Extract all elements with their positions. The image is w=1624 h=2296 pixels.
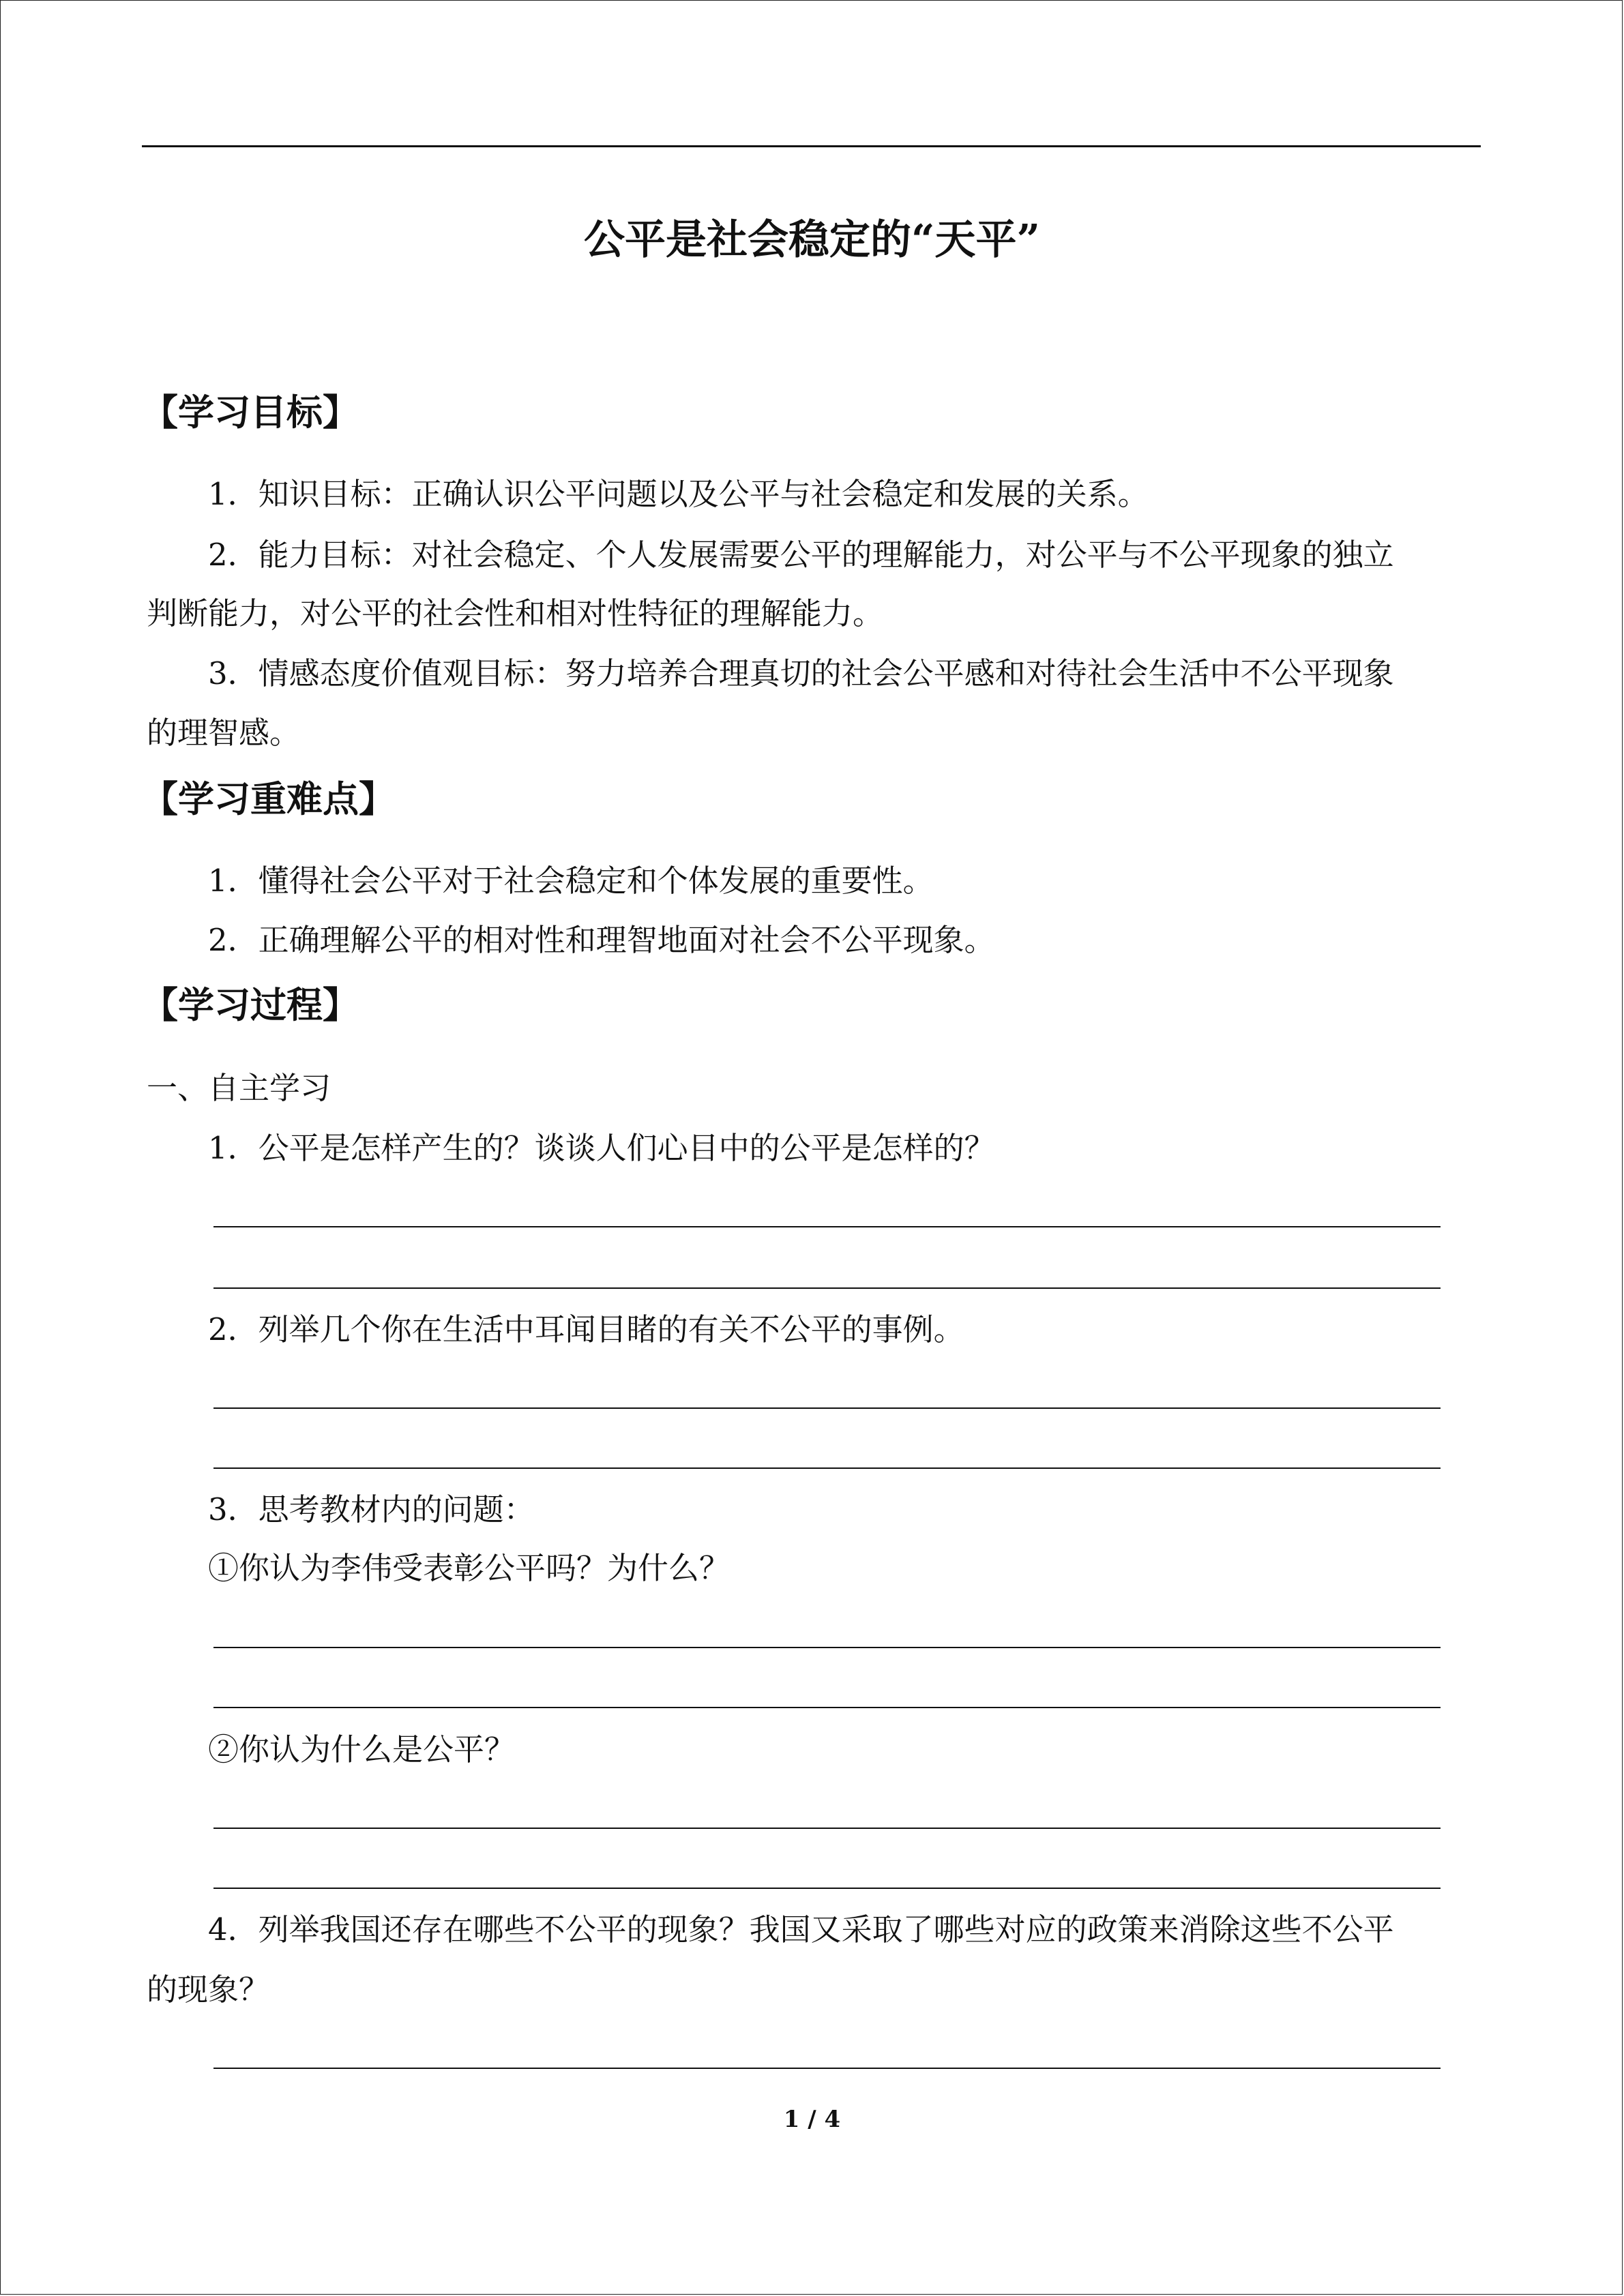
goal-item-1: 1．知识目标：正确认识公平问题以及公平与社会稳定和发展的关系。	[208, 476, 1149, 512]
section-self-study: 一、自主学习	[147, 1070, 331, 1106]
answer-line	[213, 1888, 1441, 1889]
answer-line	[213, 2068, 1441, 2069]
heading-learning-process: 【学习过程】	[142, 984, 359, 1026]
question-3b: ②你认为什么是公平？	[208, 1731, 516, 1768]
goal-item-3-line-1: 3．情感态度价值观目标：努力培养合理真切的社会公平感和对待社会生活中不公平现象	[208, 655, 1394, 691]
heading-learning-goals: 【学习目标】	[142, 391, 359, 434]
question-3: 3．思考教材内的问题：	[208, 1491, 535, 1527]
key-point-1: 1．懂得社会公平对于社会稳定和个体发展的重要性。	[208, 863, 934, 899]
question-3a: ①你认为李伟受表彰公平吗？为什么？	[208, 1550, 730, 1586]
document-title: 公平是社会稳定的“天平”	[583, 216, 1041, 264]
header-rule	[142, 145, 1481, 147]
answer-line	[213, 1226, 1441, 1227]
answer-line	[213, 1467, 1441, 1469]
question-4-line-2: 的现象？	[147, 1971, 270, 2008]
goal-item-2-line-1: 2．能力目标：对社会稳定、个人发展需要公平的理解能力，对公平与不公平现象的独立	[208, 537, 1394, 573]
answer-line	[213, 1828, 1441, 1829]
answer-line	[213, 1647, 1441, 1648]
question-2: 2．列举几个你在生活中耳闻目睹的有关不公平的事例。	[208, 1311, 964, 1347]
key-point-2: 2．正确理解公平的相对性和理智地面对社会不公平现象。	[208, 922, 995, 958]
question-1: 1．公平是怎样产生的？谈谈人们心目中的公平是怎样的？	[208, 1130, 995, 1166]
goal-item-2-line-2: 判断能力，对公平的社会性和相对性特征的理解能力。	[147, 595, 884, 631]
answer-line	[213, 1407, 1441, 1409]
goal-item-3-line-2: 的理智感。	[147, 715, 301, 751]
heading-key-points: 【学习重难点】	[142, 778, 395, 820]
answer-line	[213, 1287, 1441, 1289]
page-number: 1 / 4	[783, 2106, 841, 2133]
question-4-line-1: 4．列举我国还存在哪些不公平的现象？我国又采取了哪些对应的政策来消除这些不公平	[208, 1911, 1394, 1948]
answer-line	[213, 1707, 1441, 1708]
